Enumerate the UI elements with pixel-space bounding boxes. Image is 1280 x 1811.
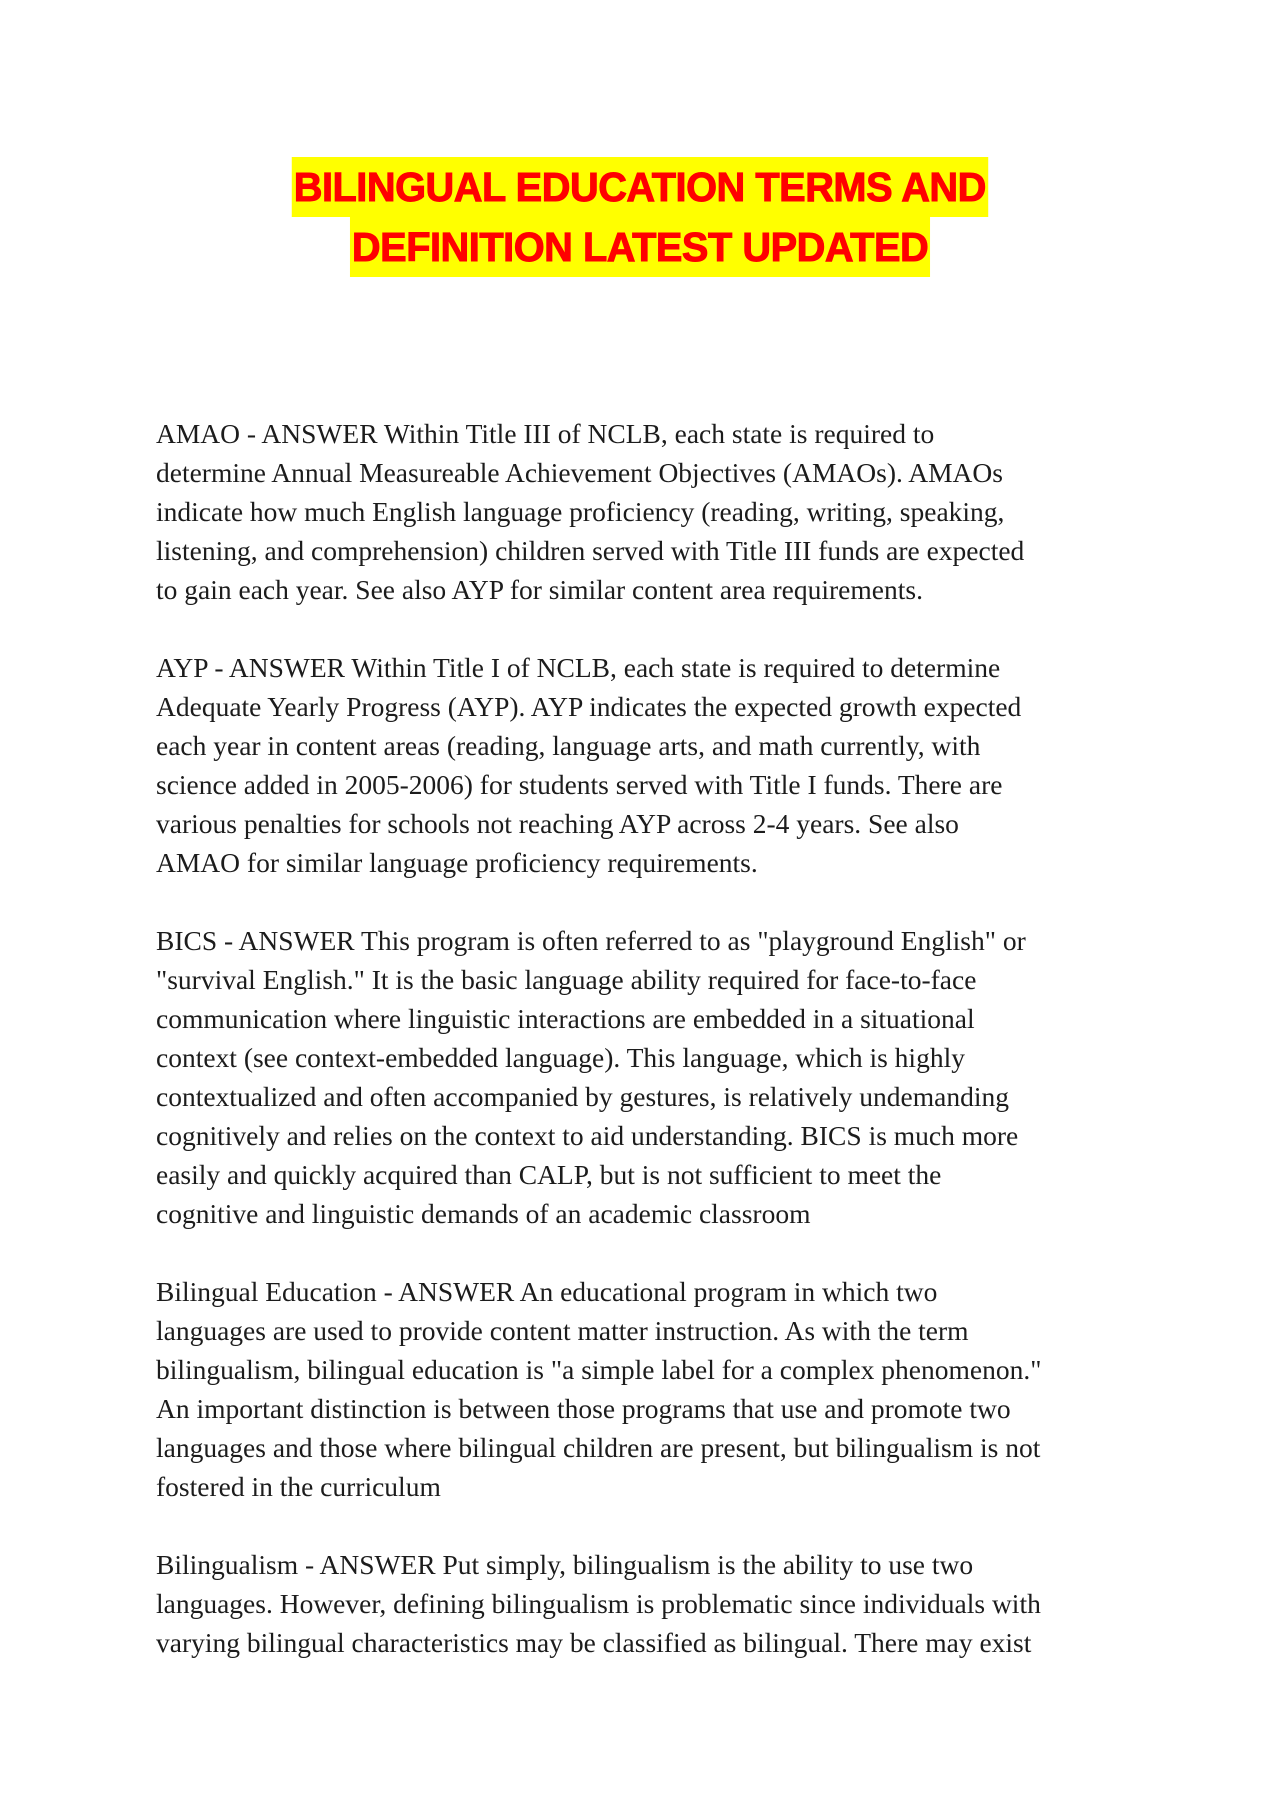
document-body <box>156 414 1156 1701</box>
text-line: to gain each year. See also AYP for similar content area requirements. <box>156 574 923 605</box>
text-line: languages and those where bilingual children are present, but bilingualism is not <box>156 1432 1041 1463</box>
text-line: AYP - ANSWER Within Title I of NCLB, each state is required to determine <box>156 652 1001 683</box>
text-line: bilingualism, bilingual education is "a simple label for a complex phenomenon." <box>156 1354 1042 1385</box>
text-line: contextualized and often accompanied by gestures, is relatively undemanding <box>156 1081 1009 1112</box>
text-line: varying bilingual characteristics may be classified as bilingual. There may exist <box>156 1627 1032 1658</box>
text-line: listening, and comprehension) children served with Title III funds are expected <box>156 535 1025 566</box>
text-line: An important distinction is between those programs that use and promote two <box>156 1393 1011 1424</box>
document-title <box>0 157 1280 277</box>
term-definition <box>156 414 1156 609</box>
text-line: indicate how much English language proficiency (reading, writing, speaking, <box>156 496 1005 527</box>
text-line: communication where linguistic interactions are embedded in a situational <box>156 1003 975 1034</box>
title-line-2: DEFINITION LATEST UPDATED <box>350 217 930 277</box>
text-line: determine Annual Measureable Achievement Objectives (AMAOs). AMAOs <box>156 457 1003 488</box>
text-line: languages are used to provide content matter instruction. As with the term <box>156 1315 969 1346</box>
term-definition <box>156 921 1156 1233</box>
text-line: Bilingualism - ANSWER Put simply, bilingualism is the ability to use two <box>156 1549 974 1580</box>
text-line: Bilingual Education - ANSWER An educational program in which two <box>156 1276 938 1307</box>
text-line: AMAO - ANSWER Within Title III of NCLB, each state is required to <box>156 418 935 449</box>
text-line: easily and quickly acquired than CALP, but is not sufficient to meet the <box>156 1159 942 1190</box>
text-line: cognitively and relies on the context to aid understanding. BICS is much more <box>156 1120 1019 1151</box>
text-line: "survival English." It is the basic language ability required for face-to-face <box>156 964 977 995</box>
text-line: fostered in the curriculum <box>156 1471 441 1502</box>
title-line-1: BILINGUAL EDUCATION TERMS AND <box>292 157 988 217</box>
text-line: context (see context-embedded language). This language, which is highly <box>156 1042 965 1073</box>
text-line: various penalties for schools not reaching AYP across 2-4 years. See also <box>156 808 959 839</box>
term-definition <box>156 1272 1156 1506</box>
text-line: cognitive and linguistic demands of an academic classroom <box>156 1198 811 1229</box>
text-line: each year in content areas (reading, language arts, and math currently, with <box>156 730 981 761</box>
text-line: science added in 2005-2006) for students served with Title I funds. There are <box>156 769 1003 800</box>
term-definition <box>156 648 1156 882</box>
text-line: AMAO for similar language proficiency requirements. <box>156 847 758 878</box>
text-line: Adequate Yearly Progress (AYP). AYP indicates the expected growth expected <box>156 691 1022 722</box>
text-line: BICS - ANSWER This program is often referred to as "playground English" or <box>156 925 1026 956</box>
text-line: languages. However, defining bilingualism is problematic since individuals with <box>156 1588 1041 1619</box>
term-definition <box>156 1545 1156 1662</box>
